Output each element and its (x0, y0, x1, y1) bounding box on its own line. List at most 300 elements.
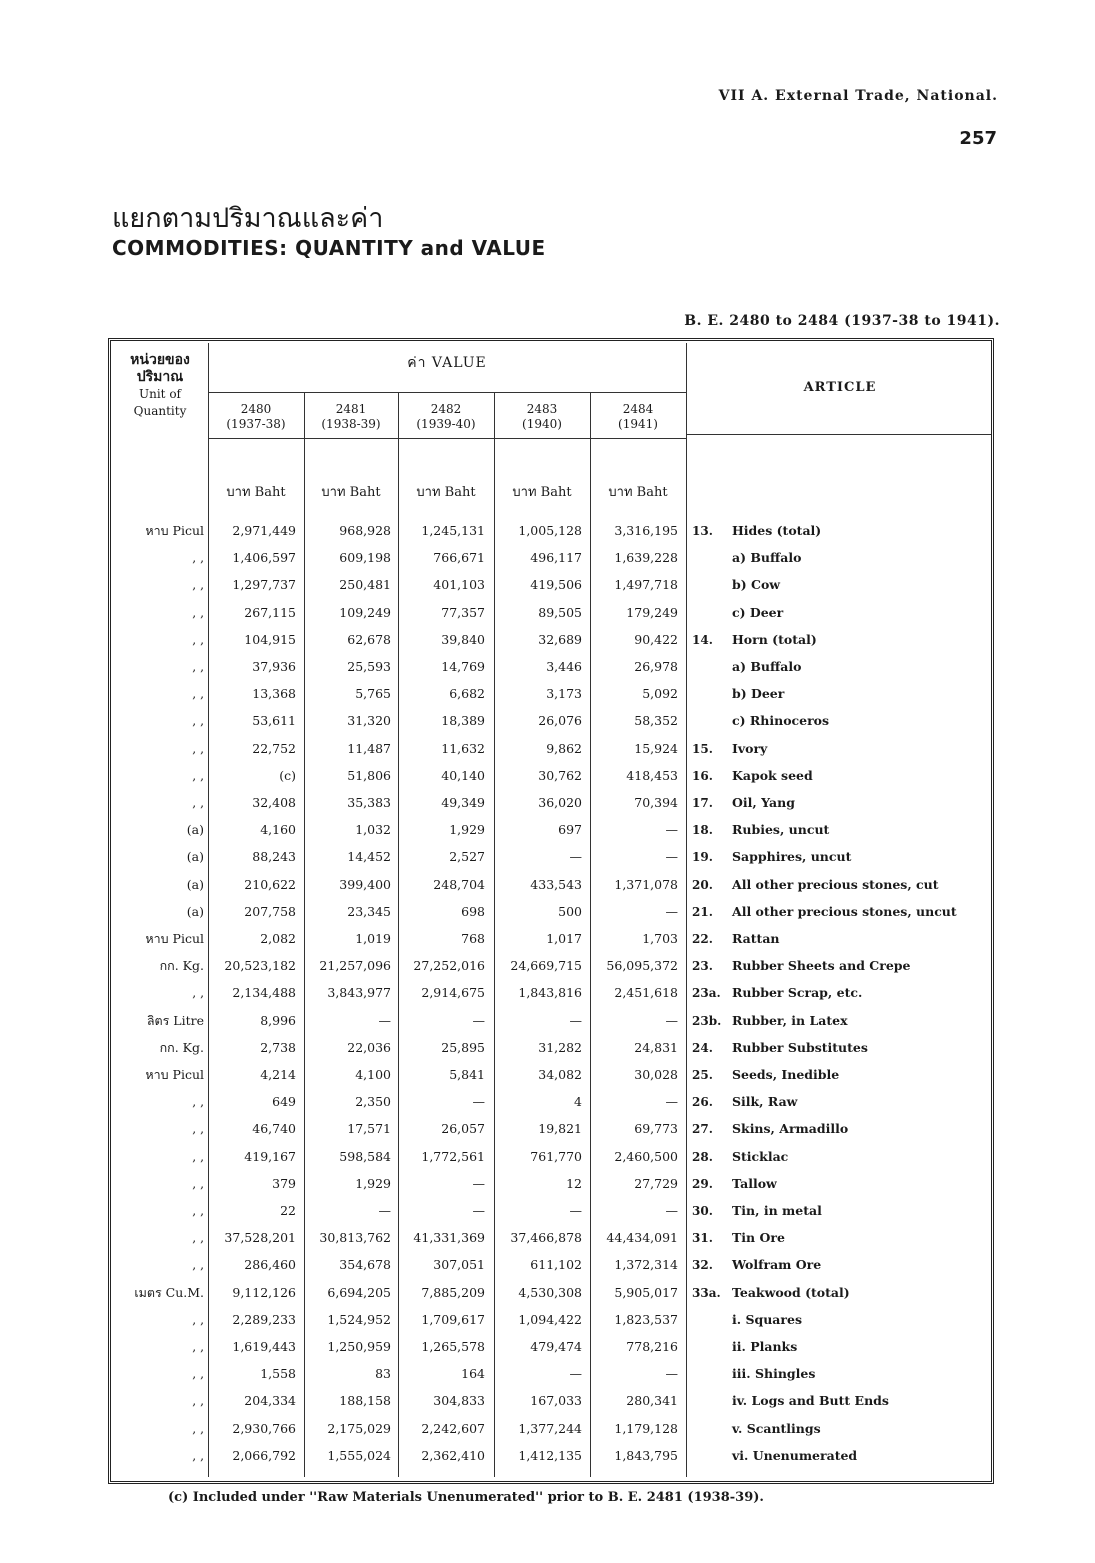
value-cell: 1,265,578 (421, 1339, 485, 1354)
value-cell: — (665, 1203, 678, 1218)
value-cell: — (665, 1012, 678, 1028)
unit-cell: เมตร Cu.M. (134, 1284, 204, 1300)
value-cell: 21,257,096 (319, 958, 391, 974)
unit-header-thai-2: ปริมาณ (136, 369, 184, 385)
value-cell: 62,678 (347, 631, 391, 647)
header-rule (208, 392, 686, 393)
value-cell: 1,843,795 (614, 1447, 678, 1463)
value-cell: 25,593 (347, 659, 391, 674)
value-cell: 3,843,977 (327, 985, 391, 1001)
value-cell: 5,765 (355, 686, 391, 702)
value-cell: 1,017 (546, 931, 582, 946)
value-cell: 207,758 (244, 903, 296, 919)
year-be: 2483 (526, 402, 558, 416)
value-cell: — (472, 1012, 485, 1028)
article-name: Seeds, Inedible (732, 1067, 840, 1082)
value-cell: 248,704 (433, 876, 485, 892)
value-cell: 4,100 (355, 1067, 391, 1082)
year-ce: (1938-39) (321, 417, 381, 431)
unit-cell: ‚ ‚ (192, 1230, 204, 1246)
footnote: (c) Included under ''Raw Materials Unenumerated'' prior to B. E. 2481 (1938-39). (168, 1490, 764, 1505)
value-cell: — (665, 903, 678, 919)
unit-cell: ‚ ‚ (192, 1203, 204, 1218)
unit-cell: ‚ ‚ (192, 1447, 204, 1463)
value-cell: 496,117 (530, 550, 582, 566)
value-cell: 22 (280, 1203, 296, 1218)
value-cell: 1,094,422 (518, 1311, 582, 1327)
value-cell: 104,915 (244, 631, 296, 647)
currency-label: บาท Baht (512, 485, 572, 500)
value-cell: 4,530,308 (518, 1284, 582, 1300)
article-number: 15. (692, 741, 713, 756)
value-cell: 761,770 (530, 1148, 582, 1164)
value-cell: 46,740 (252, 1121, 296, 1137)
value-cell: 2,971,449 (232, 523, 296, 538)
article-name: b) Deer (732, 686, 785, 702)
value-cell: 36,020 (538, 795, 582, 810)
value-cell: 1,250,959 (327, 1339, 391, 1354)
value-cell: 14,769 (441, 659, 485, 674)
article-name: iii. Shingles (732, 1366, 816, 1382)
value-cell: 598,584 (339, 1148, 391, 1164)
unit-cell: ‚ ‚ (192, 1094, 204, 1110)
article-number: 30. (692, 1204, 713, 1218)
article-name: Teakwood (total) (732, 1284, 850, 1300)
value-cell: 2,066,792 (232, 1447, 296, 1463)
unit-cell: ‚ ‚ (192, 1311, 204, 1327)
value-cell: 1,371,078 (614, 876, 678, 892)
value-cell: 20,523,182 (224, 958, 296, 974)
value-cell: 179,249 (626, 604, 678, 620)
table-row (0, 740, 1095, 767)
unit-cell: ‚ ‚ (192, 659, 204, 674)
article-number: 27. (692, 1122, 713, 1137)
unit-cell: ‚ ‚ (192, 1420, 204, 1436)
value-cell: 9,862 (546, 740, 582, 756)
article-name: Tin, in metal (732, 1203, 822, 1218)
article-number: 29. (692, 1176, 713, 1191)
unit-cell: หาบ Picul (145, 523, 204, 538)
period-heading: B. E. 2480 to 2484 (1937-38 to 1941). (684, 313, 1000, 329)
value-cell: 1,709,617 (421, 1311, 485, 1327)
article-number: 23a. (692, 986, 721, 1001)
value-cell: 5,841 (449, 1067, 485, 1082)
currency-label: บาท Baht (608, 485, 668, 500)
value-cell: 1,929 (355, 1175, 391, 1191)
article-name: v. Scantlings (732, 1420, 821, 1436)
article-name: All other precious stones, uncut (732, 903, 957, 919)
value-cell: 1,032 (355, 822, 391, 838)
value-cell: 41,331,369 (413, 1230, 485, 1246)
value-cell: 2,527 (449, 849, 485, 865)
value-cell: 2,460,500 (614, 1148, 678, 1164)
article-name: Tin Ore (732, 1230, 785, 1246)
value-cell: 2,242,607 (421, 1420, 485, 1436)
unit-cell: ‚ ‚ (192, 577, 204, 593)
article-number: 21. (692, 904, 713, 919)
value-cell: 26,978 (634, 659, 678, 674)
table-row (0, 1338, 1095, 1365)
value-cell: 2,175,029 (327, 1420, 391, 1436)
header-rule (208, 438, 686, 439)
value-cell: 83 (375, 1366, 391, 1382)
value-cell: 27,729 (634, 1175, 678, 1191)
value-cell: 6,682 (449, 686, 485, 702)
table-row (0, 1175, 1095, 1202)
value-cell: 53,611 (252, 713, 296, 729)
unit-cell: ‚ ‚ (192, 1257, 204, 1273)
value-cell: 69,773 (634, 1121, 678, 1137)
value-cell: 5,092 (642, 686, 678, 702)
article-number: 24. (692, 1040, 713, 1055)
unit-cell: ‚ ‚ (192, 686, 204, 702)
year-ce: (1940) (522, 417, 562, 431)
article-number: 18. (692, 823, 713, 838)
value-cell: 3,173 (546, 686, 582, 702)
article-name: Horn (total) (732, 631, 817, 647)
article-name: Oil, Yang (732, 795, 795, 810)
table-row (0, 821, 1095, 848)
article-number: 26. (692, 1095, 713, 1110)
article-name: Sapphires, uncut (732, 849, 852, 865)
value-cell: 37,466,878 (510, 1230, 582, 1246)
article-number: 32. (692, 1258, 713, 1273)
value-cell: 11,487 (347, 740, 391, 756)
value-cell: 22,752 (252, 740, 296, 756)
table-row (0, 1093, 1095, 1120)
table-row (0, 1039, 1095, 1066)
article-name: Sticklac (732, 1148, 789, 1164)
value-cell: 51,806 (347, 767, 391, 783)
value-cell: 2,082 (260, 931, 296, 946)
article-number: 17. (692, 796, 713, 810)
value-cell: 15,924 (634, 740, 678, 756)
value-cell: 44,434,091 (606, 1230, 678, 1246)
unit-cell: กก. Kg. (159, 958, 204, 974)
table-row (0, 631, 1095, 658)
value-cell: 26,076 (538, 713, 582, 729)
value-cell: 26,057 (441, 1121, 485, 1137)
value-cell: 23,345 (347, 903, 391, 919)
value-cell: 12 (566, 1175, 582, 1191)
value-cell: 4,214 (260, 1067, 296, 1082)
value-cell: 1,019 (355, 931, 391, 946)
value-cell: 3,316,195 (614, 523, 678, 538)
value-cell: 401,103 (433, 577, 485, 593)
currency-label: บาท Baht (321, 485, 381, 500)
table-row (0, 685, 1095, 712)
table-row (0, 1420, 1095, 1447)
unit-cell: ‚ ‚ (192, 1393, 204, 1409)
unit-header-en-2: Quantity (133, 404, 187, 418)
table-row (0, 903, 1095, 930)
article-name: Ivory (732, 740, 768, 756)
table-row (0, 1311, 1095, 1338)
year-header (210, 402, 302, 432)
value-cell: 1,245,131 (421, 523, 485, 538)
value-cell: 34,082 (538, 1067, 582, 1082)
year-header (592, 402, 684, 432)
value-cell: 968,928 (339, 523, 391, 538)
value-cell: 354,678 (339, 1257, 391, 1273)
table-row (0, 604, 1095, 631)
table-row (0, 767, 1095, 794)
value-cell: 1,823,537 (614, 1311, 678, 1327)
value-cell: 2,930,766 (232, 1420, 296, 1436)
article-header: ARTICLE (803, 380, 877, 395)
value-cell: 1,377,244 (518, 1420, 582, 1436)
value-cell: 32,408 (252, 795, 296, 810)
value-cell: 1,005,128 (518, 523, 582, 538)
page-number: 257 (959, 128, 997, 149)
article-name: Rubber, in Latex (732, 1012, 848, 1028)
value-cell: 25,895 (441, 1039, 485, 1055)
value-cell: 13,368 (252, 686, 296, 702)
unit-cell: หาบ Picul (145, 931, 204, 946)
value-cell: 210,622 (244, 876, 296, 892)
article-number: 23b. (692, 1013, 722, 1028)
article-name: Tallow (732, 1175, 777, 1191)
value-cell: 19,821 (538, 1121, 582, 1137)
unit-cell: ‚ ‚ (192, 713, 204, 729)
article-name: Rubber Sheets and Crepe (732, 958, 911, 974)
article-number: 22. (692, 932, 713, 946)
year-be: 2484 (622, 402, 654, 416)
unit-cell: ‚ ‚ (192, 1121, 204, 1137)
value-cell: — (569, 1012, 582, 1028)
value-cell: 31,320 (347, 713, 391, 729)
table-row (0, 984, 1095, 1011)
value-cell: 7,885,209 (421, 1284, 485, 1300)
value-cell: 30,762 (538, 767, 582, 783)
table-row (0, 712, 1095, 739)
value-cell: 2,289,233 (232, 1311, 296, 1327)
value-header: ค่า VALUE (407, 355, 487, 371)
unit-header-en-1: Unit of (139, 387, 181, 401)
value-cell: 250,481 (339, 577, 391, 593)
value-cell: 1,558 (260, 1366, 296, 1382)
value-cell: 1,555,024 (327, 1447, 391, 1463)
unit-cell: กก. Kg. (159, 1039, 204, 1055)
value-cell: 1,179,128 (614, 1420, 678, 1436)
year-be: 2480 (240, 402, 272, 416)
value-cell: 1,372,314 (614, 1257, 678, 1273)
article-name: ii. Planks (732, 1339, 798, 1354)
value-cell: 2,362,410 (421, 1447, 485, 1463)
value-cell: 419,506 (530, 577, 582, 593)
value-cell: 2,914,675 (421, 985, 485, 1001)
value-cell: 30,813,762 (319, 1230, 391, 1246)
value-cell: 1,297,737 (232, 577, 296, 593)
value-cell: 30,028 (634, 1067, 678, 1082)
table-row (0, 1365, 1095, 1392)
value-cell: 697 (558, 822, 582, 838)
value-cell: — (569, 1366, 582, 1382)
value-cell: 6,694,205 (327, 1284, 391, 1300)
currency-label: บาท Baht (226, 485, 286, 500)
article-number: 13. (692, 524, 713, 538)
value-cell: 22,036 (347, 1039, 391, 1055)
article-name: Hides (total) (732, 523, 822, 538)
page-title-english: COMMODITIES: QUANTITY and VALUE (112, 236, 546, 260)
value-cell: 31,282 (538, 1039, 582, 1055)
value-cell: 1,406,597 (232, 550, 296, 566)
year-be: 2481 (335, 402, 367, 416)
article-name: b) Cow (732, 577, 781, 593)
table-row (0, 957, 1095, 984)
value-cell: — (569, 849, 582, 865)
unit-cell: ลิตร Litre (146, 1012, 204, 1028)
table-row (0, 1447, 1095, 1474)
value-cell: — (378, 1203, 391, 1218)
unit-cell: ‚ ‚ (192, 985, 204, 1001)
unit-cell: ‚ ‚ (192, 604, 204, 620)
value-cell: 109,249 (339, 604, 391, 620)
value-cell: 40,140 (441, 767, 485, 783)
unit-header-thai-1: หน่วยของ (130, 352, 190, 368)
year-be: 2482 (430, 402, 462, 416)
unit-cell: ‚ ‚ (192, 1366, 204, 1382)
value-cell: 1,619,443 (232, 1339, 296, 1354)
value-cell: 766,671 (433, 550, 485, 566)
value-cell: 39,840 (441, 631, 485, 647)
table-row (0, 1284, 1095, 1311)
article-number: 28. (692, 1149, 713, 1164)
value-cell: 11,632 (441, 740, 485, 756)
value-cell: 35,383 (347, 795, 391, 810)
value-cell: 1,772,561 (421, 1148, 485, 1164)
value-cell: — (472, 1203, 485, 1218)
table-row (0, 1148, 1095, 1175)
value-cell: 37,936 (252, 659, 296, 674)
value-cell: 27,252,016 (413, 958, 485, 974)
value-cell: 1,524,952 (327, 1311, 391, 1327)
value-cell: 280,341 (626, 1393, 678, 1409)
article-name: Rubber Substitutes (732, 1039, 868, 1055)
table-row (0, 549, 1095, 576)
article-number: 33a. (692, 1285, 721, 1300)
article-number: 31. (692, 1231, 713, 1246)
value-cell: 433,543 (530, 876, 582, 892)
value-cell: 49,349 (441, 795, 485, 810)
value-cell: 1,703 (642, 931, 678, 946)
value-cell: 379 (272, 1175, 296, 1191)
article-number: 14. (692, 632, 713, 647)
value-cell: 32,689 (538, 631, 582, 647)
unit-cell: (a) (186, 903, 204, 919)
value-cell: 1,639,228 (614, 550, 678, 566)
value-cell: — (665, 1094, 678, 1110)
value-cell: 90,422 (634, 631, 678, 647)
value-cell: 611,102 (530, 1257, 582, 1273)
article-name: i. Squares (732, 1311, 802, 1327)
value-cell: 89,505 (538, 604, 582, 620)
unit-cell: (a) (186, 822, 204, 838)
value-cell: 609,198 (339, 550, 391, 566)
running-head: VII A. External Trade, National. (718, 88, 998, 104)
value-cell: 500 (558, 903, 582, 919)
value-cell: — (472, 1175, 485, 1191)
value-cell: 267,115 (244, 604, 296, 620)
value-cell: 56,095,372 (606, 958, 678, 974)
unit-cell: ‚ ‚ (192, 1339, 204, 1354)
value-cell: 58,352 (634, 713, 678, 729)
unit-of-quantity-header (112, 352, 208, 420)
article-number: 20. (692, 877, 713, 892)
unit-cell: (a) (186, 876, 204, 892)
value-cell: 1,497,718 (614, 577, 678, 593)
value-cell: 17,571 (347, 1121, 391, 1137)
article-number: 25. (692, 1068, 713, 1082)
unit-cell: ‚ ‚ (192, 795, 204, 810)
table-row (0, 794, 1095, 821)
year-ce: (1939-40) (416, 417, 476, 431)
value-cell: 2,350 (355, 1094, 391, 1110)
table-row (0, 876, 1095, 903)
table-row (0, 848, 1095, 875)
article-number: 16. (692, 768, 713, 783)
value-cell: — (665, 822, 678, 838)
table-row (0, 658, 1095, 685)
value-cell: 14,452 (347, 849, 391, 865)
table-row (0, 1066, 1095, 1093)
value-cell: 479,474 (530, 1339, 582, 1354)
value-cell: 778,216 (626, 1339, 678, 1354)
value-cell: 1,412,135 (518, 1447, 582, 1463)
value-cell: 77,357 (441, 604, 485, 620)
article-name: c) Rhinoceros (732, 713, 830, 729)
article-name: Rubber Scrap, etc. (732, 985, 863, 1001)
year-ce: (1941) (618, 417, 658, 431)
value-cell: 70,394 (634, 795, 678, 810)
table-row (0, 1012, 1095, 1039)
table-row (0, 522, 1095, 549)
value-cell: 698 (461, 903, 485, 919)
table-row (0, 1392, 1095, 1419)
value-cell: — (665, 849, 678, 865)
unit-cell: หาบ Picul (145, 1067, 204, 1082)
article-number: 19. (692, 850, 713, 865)
table-row (0, 1120, 1095, 1147)
unit-cell: ‚ ‚ (192, 1148, 204, 1164)
article-name: Rubies, uncut (732, 822, 830, 838)
value-cell: 3,446 (546, 659, 582, 674)
article-name: a) Buffalo (732, 550, 802, 566)
article-name: Wolfram Ore (732, 1257, 822, 1273)
value-cell: 4 (574, 1094, 582, 1110)
value-cell: 24,669,715 (510, 958, 582, 974)
article-name: Skins, Armadillo (732, 1121, 849, 1137)
value-cell: 307,051 (433, 1257, 485, 1273)
article-name: Rattan (732, 931, 780, 946)
table-row (0, 1229, 1095, 1256)
header-rule (686, 434, 991, 435)
value-cell: 24,831 (634, 1039, 678, 1055)
article-name: All other precious stones, cut (732, 876, 939, 892)
value-cell: 188,158 (339, 1393, 391, 1409)
value-cell: 418,453 (626, 767, 678, 783)
value-cell: 18,389 (441, 713, 485, 729)
value-cell: 419,167 (244, 1148, 296, 1164)
article-name: vi. Unenumerated (732, 1447, 858, 1463)
article-number: 23. (692, 959, 713, 974)
unit-cell: ‚ ‚ (192, 550, 204, 566)
value-cell: 286,460 (244, 1257, 296, 1273)
value-cell: (c) (279, 767, 296, 783)
value-cell: 2,134,488 (232, 985, 296, 1001)
value-cell: 204,334 (244, 1393, 296, 1409)
table-row (0, 576, 1095, 603)
